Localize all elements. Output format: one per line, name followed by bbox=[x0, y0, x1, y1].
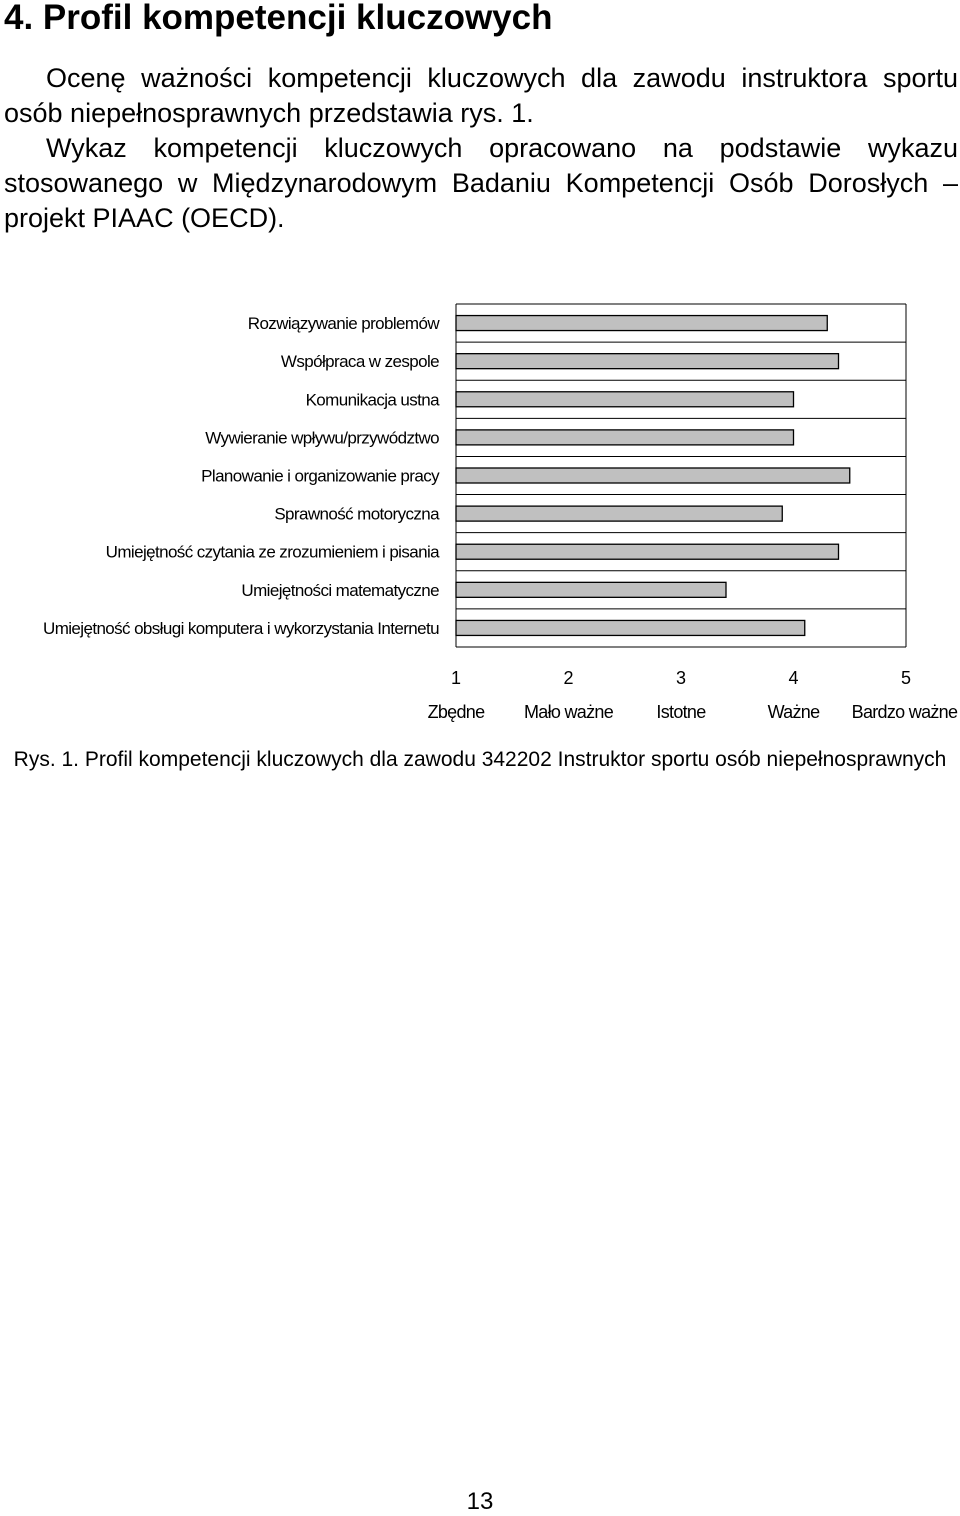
scale-label: Bardzo ważne bbox=[851, 702, 958, 722]
bar bbox=[456, 316, 827, 331]
x-tick-label: 2 bbox=[563, 668, 574, 688]
category-label: Komunikacja ustna bbox=[305, 390, 439, 410]
category-label: Współpraca w zespole bbox=[280, 352, 439, 372]
category-label: Planowanie i organizowanie pracy bbox=[201, 466, 439, 486]
competency-bar-chart bbox=[0, 290, 960, 730]
page-number: 13 bbox=[466, 1488, 494, 1515]
bar bbox=[456, 620, 805, 635]
category-label: Rozwiązywanie problemów bbox=[247, 314, 439, 334]
bar bbox=[456, 582, 726, 597]
category-label: Wywieranie wpływu/przywództwo bbox=[205, 428, 439, 448]
bar bbox=[456, 354, 839, 369]
figure-caption: Rys. 1. Profil kompetencji kluczowych dla zawodu 342202 Instruktor sportu osób niepełnosprawnych bbox=[13, 748, 947, 771]
bar bbox=[456, 544, 839, 559]
bar bbox=[456, 468, 850, 483]
category-label: Umiejętność obsługi komputera i wykorzystania Internetu bbox=[43, 618, 439, 638]
bar bbox=[456, 430, 794, 445]
x-tick-label: 3 bbox=[675, 668, 687, 688]
category-label: Umiejętność czytania ze zrozumieniem i pisania bbox=[105, 542, 439, 562]
category-label: Umiejętności matematyczne bbox=[241, 580, 439, 600]
scale-label: Ważne bbox=[767, 702, 820, 722]
x-tick-label: 5 bbox=[900, 668, 912, 688]
x-tick-label: 4 bbox=[788, 668, 799, 688]
category-label: Sprawność motoryczna bbox=[274, 504, 439, 524]
scale-label: Zbędne bbox=[427, 702, 485, 722]
source-paragraph: Wykaz kompetencji kluczowych opracowano na podstawie wykazu stosowanego w Międzynarodowym Badaniu Kompetencji Osób Dorosłych – projekt PIAAC (OECD). bbox=[4, 133, 958, 233]
scale-label: Istotne bbox=[656, 702, 706, 722]
scale-label: Mało ważne bbox=[523, 702, 614, 722]
bar bbox=[456, 506, 782, 521]
intro-paragraph: Ocenę ważności kompetencji kluczowych dla zawodu instruktora sportu osób niepełnosprawnych przedstawia rys. 1. bbox=[4, 63, 958, 128]
bar bbox=[456, 392, 794, 407]
x-tick-label: 1 bbox=[450, 668, 462, 688]
section-heading: 4. Profil kompetencji kluczowych bbox=[4, 0, 553, 37]
